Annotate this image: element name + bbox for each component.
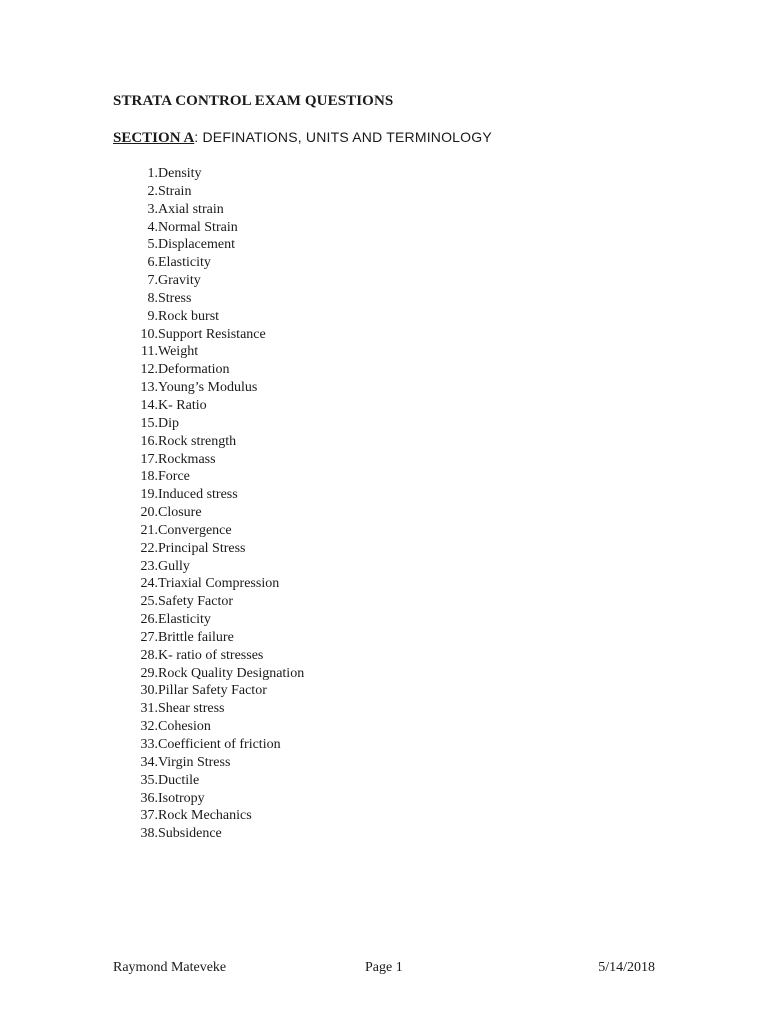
list-item-number: 27. (140, 629, 158, 645)
list-item (128, 308, 220, 326)
section-heading (113, 129, 492, 147)
page-footer (113, 960, 655, 980)
list-item (128, 397, 207, 415)
list-item-term: Rockmass (158, 451, 216, 467)
list-item-number: 14. (140, 397, 158, 413)
list-item (128, 682, 267, 700)
list-item (128, 504, 202, 522)
list-item (128, 326, 266, 344)
list-item (128, 183, 192, 201)
list-item-term: Axial strain (158, 201, 224, 217)
list-item-term: Coefficient of friction (158, 737, 281, 752)
list-item (128, 629, 234, 647)
list-item-number: 37. (140, 808, 158, 824)
list-item-term: Shear stress (158, 701, 225, 717)
list-item (128, 451, 216, 469)
list-item-number: 32. (140, 719, 158, 735)
list-item (128, 754, 231, 772)
terms-list (128, 165, 305, 843)
list-item-term: Subsidence (158, 826, 222, 842)
section-label: SECTION A (113, 130, 195, 146)
list-item (128, 379, 258, 397)
list-item-number: 38. (140, 826, 158, 842)
list-item-term: Strain (158, 183, 192, 199)
list-item-number: 30. (140, 683, 158, 699)
list-item-term: Safety Factor (158, 594, 234, 610)
list-item (128, 593, 234, 611)
list-item-term: Stress (158, 290, 192, 306)
list-item (128, 558, 190, 576)
list-item-number: 35. (140, 772, 158, 788)
list-item-number: 1. (147, 166, 158, 181)
list-item-number: 33. (140, 737, 158, 752)
list-item (128, 165, 202, 183)
list-item-number: 8. (147, 290, 158, 306)
list-item-number: 17. (140, 451, 158, 467)
list-item (128, 825, 222, 843)
list-item-term: Rock Mechanics (158, 808, 252, 824)
list-item (128, 254, 211, 272)
list-item-number: 10. (140, 326, 158, 342)
list-item (128, 201, 224, 219)
document-title: STRATA CONTROL EXAM QUESTIONS (113, 93, 394, 109)
list-item-term: Principal Stress (158, 540, 246, 556)
list-item-number: 13. (140, 380, 158, 396)
list-item-number: 2. (147, 183, 158, 199)
list-item-number: 25. (140, 594, 158, 610)
list-item-number: 7. (147, 273, 158, 289)
list-item-number: 28. (140, 647, 158, 663)
list-item-number: 29. (140, 665, 158, 681)
footer-page-number: Page 1 (365, 960, 403, 975)
list-item-number: 9. (147, 308, 158, 324)
list-item-term: Gully (158, 558, 190, 574)
list-item-term: Brittle failure (158, 629, 234, 645)
list-item-term: Isotropy (158, 790, 205, 806)
list-item-number: 22. (140, 540, 158, 556)
list-item-number: 31. (140, 701, 158, 717)
list-item-number: 23. (140, 558, 158, 574)
list-item-number: 4. (147, 219, 158, 235)
list-item-term: Triaxial Compression (158, 576, 280, 592)
list-item-term: K- ratio of stresses (158, 647, 264, 663)
list-item-number: 21. (140, 522, 158, 538)
list-item (128, 522, 232, 540)
list-item-term: Support Resistance (158, 326, 266, 342)
list-item (128, 486, 238, 504)
list-item-number: 11. (141, 344, 158, 360)
list-item-term: Elasticity (158, 255, 211, 271)
list-item-number: 3. (147, 201, 158, 217)
list-item-term: Cohesion (158, 719, 211, 735)
list-item (128, 665, 305, 683)
list-item (128, 415, 179, 433)
footer-author: Raymond Mateveke (113, 960, 227, 975)
list-item-term: Closure (158, 505, 202, 521)
list-item-term: Convergence (158, 522, 232, 538)
list-item-term: Dip (158, 415, 179, 431)
list-item-number: 20. (140, 505, 158, 521)
list-item-term: Density (158, 166, 202, 181)
list-item-number: 15. (140, 415, 158, 431)
list-item-number: 12. (140, 362, 158, 378)
list-item-term: Normal Strain (158, 219, 238, 235)
list-item-term: Induced stress (158, 487, 238, 503)
list-item (128, 575, 280, 593)
list-item-term: Ductile (158, 772, 200, 788)
list-item (128, 343, 199, 361)
footer-date: 5/14/2018 (598, 960, 655, 975)
list-item-term: Rock strength (158, 433, 237, 449)
list-item (128, 468, 190, 486)
list-item-term: Elasticity (158, 612, 211, 628)
list-item-term: K- Ratio (158, 397, 207, 413)
list-item (128, 540, 246, 558)
list-item (128, 807, 252, 825)
list-item-term: Weight (158, 344, 199, 360)
list-item-term: Gravity (158, 273, 201, 289)
list-item-term: Virgin Stress (158, 754, 231, 770)
list-item-term: Force (158, 469, 190, 485)
list-item (128, 772, 200, 790)
list-item-term: Rock burst (158, 308, 220, 324)
list-item-term: Young’s Modulus (158, 380, 258, 396)
list-item (128, 290, 192, 308)
list-item (128, 361, 230, 379)
list-item-number: 18. (140, 469, 158, 485)
section-title: DEFINATIONS, UNITS AND TERMINOLOGY (198, 129, 492, 145)
list-item-term: Rock Quality Designation (158, 665, 305, 681)
list-item (128, 236, 235, 254)
list-item-number: 34. (140, 754, 158, 770)
section-separator: : (194, 129, 199, 145)
list-item-number: 16. (140, 433, 158, 449)
list-item (128, 700, 225, 718)
list-item-number: 24. (140, 576, 158, 592)
list-item-number: 6. (147, 255, 158, 271)
list-item (128, 611, 211, 629)
list-item-term: Pillar Safety Factor (158, 683, 267, 699)
list-item-number: 26. (140, 612, 158, 628)
list-item-term: Deformation (158, 362, 230, 378)
list-item (128, 433, 237, 451)
list-item (128, 219, 238, 237)
list-item-number: 19. (140, 487, 158, 503)
list-item (128, 736, 281, 754)
list-item (128, 272, 201, 290)
list-item (128, 647, 264, 665)
list-item-term: Displacement (158, 237, 235, 253)
list-item (128, 790, 205, 808)
list-item (128, 718, 211, 736)
list-item-number: 36. (140, 790, 158, 806)
list-item-number: 5. (147, 237, 158, 253)
